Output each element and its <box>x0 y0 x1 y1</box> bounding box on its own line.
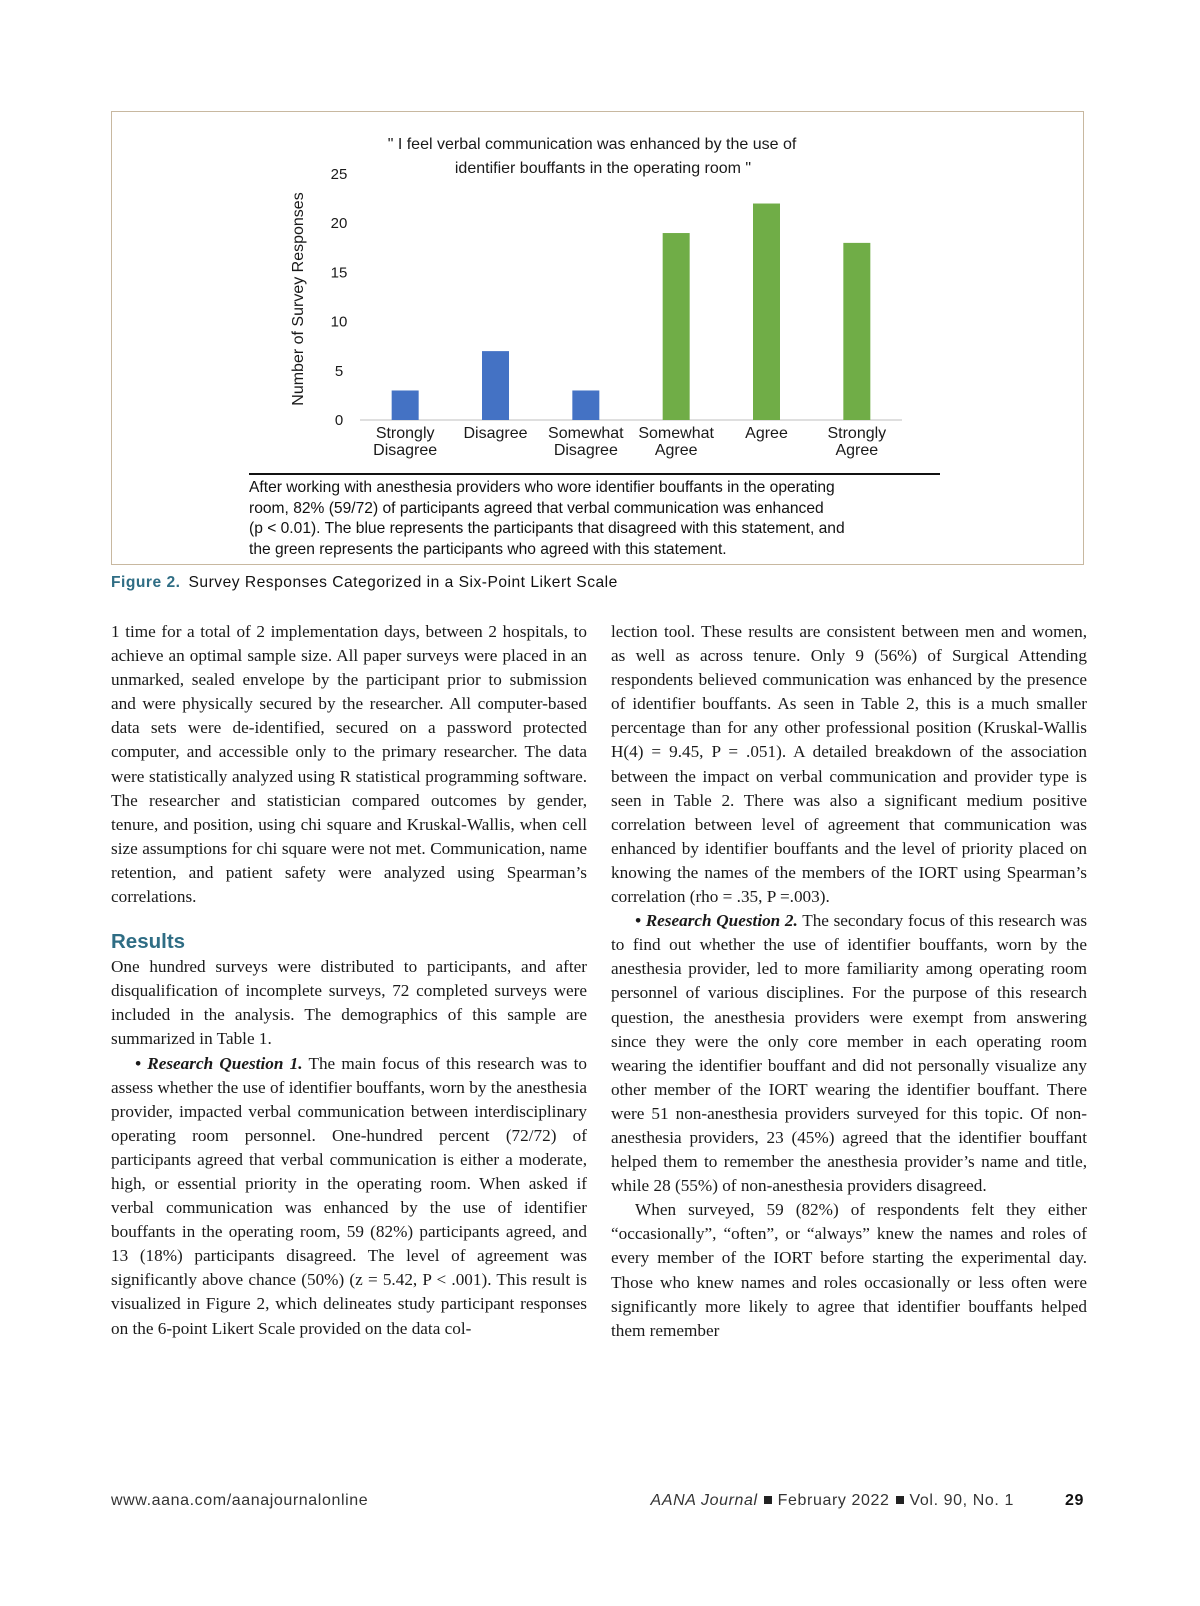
y-tick-label: 20 <box>330 215 348 233</box>
research-question-1-text: The main focus of this research was to assess whether the use of identifier bouffants, worn by the anesthesia provider, impacted verbal communication between interdisciplinary operating room personnel. One-hundred percent (72/72) of participants agreed that verbal communication is either a moderate, high, or essential priority in the operating room. When asked if verbal communication was enhanced by the use of identifier bouffants in the operating room, 59 (82%) participants agreed, and 13 (18%) participants disagreed. The level of agreement was significantly above chance (50%) (z = 5.42, P < .001). This result is visualized in Figure 2, which delineates study participant responses on the 6-point Likert Scale provided on the data col- <box>111 1053 588 1338</box>
results-paragraph: One hundred surveys were distributed to participants, and after disqualification of incomplete surveys, 72 completed surveys were included in the analysis. The demographics of this sample are summarized in Table 1. <box>111 957 587 1049</box>
x-tick-label: Agree <box>654 442 698 459</box>
x-tick-label: Somewhat <box>638 425 714 442</box>
figure-note <box>249 478 949 560</box>
bar-somewhat-agree <box>663 233 690 420</box>
issue-date: February 2022 <box>777 1492 890 1509</box>
results-heading: Results <box>111 930 186 954</box>
journal-name: AANA Journal <box>650 1492 758 1509</box>
journal-citation <box>651 1492 1014 1510</box>
research-question-2-label: • Research Question 2. <box>635 911 798 931</box>
methods-paragraph: 1 time for a total of 2 implementation days, between 2 hospitals, to achieve an optimal sample size. All paper surveys were placed in an unmarked, sealed envelope by the participant prior to submission and were physically secured by the researcher. All computer-based data sets were de-identified, secured on a password protected computer, and accessible only to the primary researcher. The data were statistically analyzed using R statistical programming software. The researcher and statistician compared outcomes by gender, tenure, and position, using chi square and Kruskal-Wallis, when cell size assumptions for chi square were not met. Communication, name retention, and patient safety were analyzed using Spearman’s correlations. <box>111 622 587 907</box>
figure-note-line: room, 82% (59/72) of participants agreed that verbal communication was enhanced <box>249 499 824 517</box>
y-tick-label: 25 <box>330 166 348 183</box>
x-tick-label: Disagree <box>553 442 618 459</box>
chart-title-line-1: " I feel verbal communication was enhanced by the use of <box>387 136 797 153</box>
square-bullet-icon <box>896 1496 904 1504</box>
left-column <box>111 620 587 1341</box>
x-tick-label: Strongly <box>827 425 887 442</box>
y-tick-label: 5 <box>334 362 344 380</box>
x-tick-label: Agree <box>835 442 879 459</box>
x-tick-label: Disagree <box>373 442 438 459</box>
bar-agree <box>753 204 780 420</box>
y-tick-label: 15 <box>330 264 348 282</box>
chart-title-line-2: identifier bouffants in the operating room " <box>454 160 752 177</box>
volume-issue: Vol. 90, No. 1 <box>909 1492 1014 1509</box>
x-tick-label: Somewhat <box>548 425 624 442</box>
right-column <box>611 620 1087 1343</box>
journal-url: www.aana.com/aanajournalonline <box>111 1492 369 1509</box>
bar-disagree <box>482 351 509 420</box>
x-tick-label: Agree <box>745 425 788 442</box>
page-number: 29 <box>1065 1492 1084 1509</box>
figure-caption-text: Survey Responses Categorized in a Six-Point Likert Scale <box>188 574 618 591</box>
figure-caption <box>111 574 618 592</box>
research-question-1-label: • Research Question 1. <box>135 1053 303 1073</box>
continued-paragraph: lection tool. These results are consistent between men and women, as well as across tenure. Only 9 (56%) of Surgical Attending respondents believed communication was enhanced by the presence of identifier bouffants. As seen in Table 2, this is a much smaller percentage than for any other professional position (Kruskal-Wallis H(4) = 9.45, P = .051). A detailed breakdown of the association between the impact on verbal communication and provider type is seen in Table 2. There was also a significant medium positive correlation between level of agreement that communication was enhanced by identifier bouffants and the level of priority placed on knowing the names of the members of the IORT using Spearman’s correlation (rho = .35, P =.003). <box>611 622 1087 907</box>
figure-note-line: the green represents the participants who agreed with this statement. <box>249 540 727 558</box>
research-question-2-paragraph <box>611 909 1087 1198</box>
figure-2 <box>111 111 1084 565</box>
research-question-2-text: The secondary focus of this research was to find out whether the use of identifier bouffants, worn by the anesthesia provider, led to more familiarity among operating room personnel of various disciplines. For the purpose of this research question, the anesthesia providers were exempt from answering since they were the only core member in each operating room wearing the identifier bouffant and did not personally visualize any other member of the IORT wearing the identifier bouffant. There were 51 non-anesthesia providers surveyed for this topic. Of non-anesthesia providers, 23 (45%) agreed that the identifier bouffant helped them to remember the anesthesia provider’s name and title, while 28 (55%) of non-anesthesia providers disagreed. <box>611 911 1088 1196</box>
y-tick-label: 0 <box>334 412 344 429</box>
bar-strongly-disagree <box>392 390 419 420</box>
square-bullet-icon <box>764 1496 772 1504</box>
research-question-1-paragraph <box>111 1052 587 1341</box>
bar-strongly-agree <box>843 243 870 420</box>
page-footer <box>111 1492 1084 1516</box>
x-tick-label: Strongly <box>375 425 435 442</box>
figure-note-line: (p < 0.01). The blue represents the participants that disagreed with this statement, and <box>249 520 845 537</box>
y-axis-label: Number of Survey Responses <box>290 192 307 406</box>
figure-note-line: After working with anesthesia providers who wore identifier bouffants in the operating <box>249 479 835 496</box>
x-tick-label: Disagree <box>463 425 528 442</box>
survey-familiarity-paragraph: When surveyed, 59 (82%) of respondents felt they either “occasionally”, “often”, or “always” knew the names and roles of every member of the IORT before starting the experimental day. Those who knew names and roles occasionally or less often were significantly more likely to agree that identifier bouffants helped them remember <box>611 1200 1087 1340</box>
figure-caption-label: Figure 2. <box>111 574 181 591</box>
bar-somewhat-disagree <box>572 390 599 420</box>
y-tick-label: 10 <box>330 313 348 331</box>
